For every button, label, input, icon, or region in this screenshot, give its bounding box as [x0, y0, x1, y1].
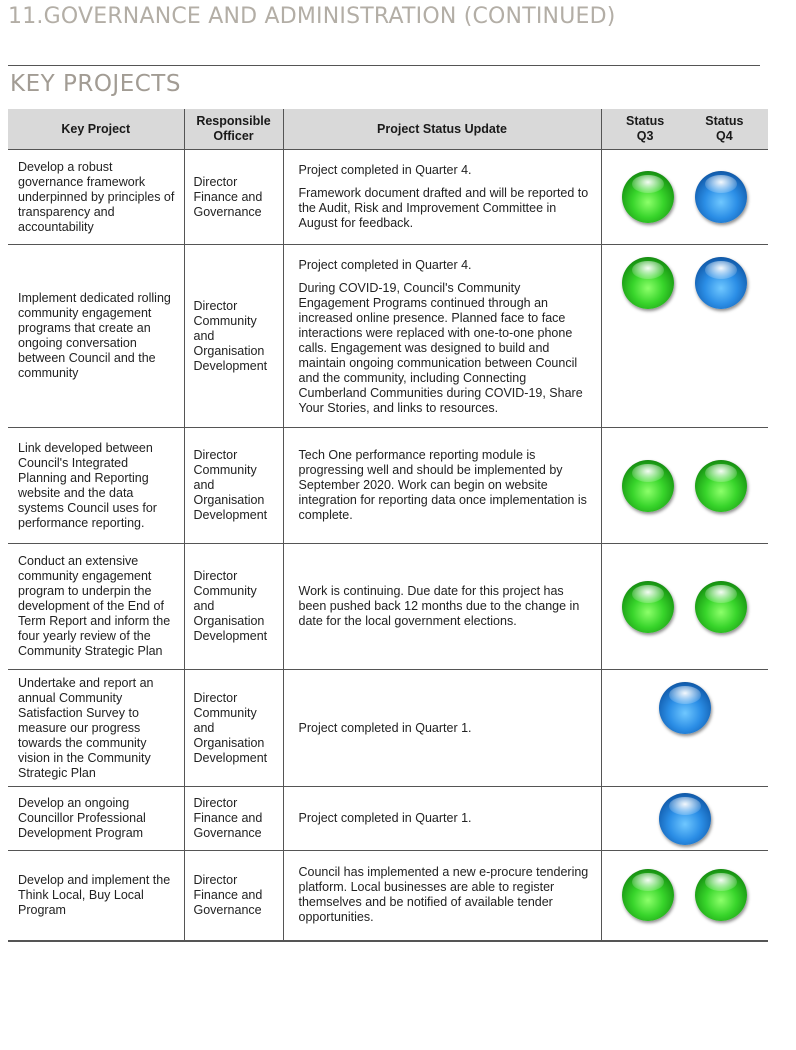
responsible-officer-cell: Director Community and Organisation Development: [184, 544, 283, 670]
status-cell: [601, 544, 768, 670]
status-update-paragraph: Project completed in Quarter 1.: [298, 811, 472, 825]
page-heading: 11.GOVERNANCE AND ADMINISTRATION (CONTINUED): [8, 4, 616, 29]
table-row: [8, 428, 768, 544]
key-project-cell: Implement dedicated rolling community engagement programs that create an ongoing conversation between Council and the community: [8, 245, 184, 428]
status-update-paragraph: Project completed in Quarter 4.: [298, 258, 472, 272]
status-update-paragraph: Project completed in Quarter 1.: [298, 720, 472, 735]
table-row: [8, 150, 768, 245]
table-row: [8, 245, 768, 428]
table-header-row: [8, 109, 768, 150]
heading-divider: [8, 65, 760, 66]
status-q3-green-indicator-icon: [622, 581, 674, 633]
responsible-officer-cell: Director Finance and Governance: [184, 851, 283, 941]
status-q4-blue-indicator-icon: [695, 171, 747, 223]
key-project-cell: Undertake and report an annual Community Satisfaction Survey to measure our progress towards the community vision in the Community Strategic Plan: [8, 670, 184, 787]
status-q3-green-indicator-icon: [622, 257, 674, 309]
key-project-cell: Conduct an extensive community engagement program to underpin the development of the End of Term Report and inform the four yearly review of the Community Strategic Plan: [8, 544, 184, 670]
status-update-paragraph: During COVID-19, Council's Community Engagement Programs continued through an increased online presence. Planned face to face interactions were replaced with one-to-one phone calls. Engagement was designed to build and maintain ongoing communication between Council and the community, including Connecting Cumberland Communities during COVID-19, Share Your Stories, and links to resources.: [298, 281, 583, 415]
status-cell: [601, 787, 768, 851]
status-update-paragraph: Tech One performance reporting module is progressing well and should be implemented by September 2020. Work can begin on website integration for reporting data once implementation is complete.: [298, 448, 587, 522]
section-heading: KEY PROJECTS: [10, 71, 181, 97]
status-q3-blue-indicator-icon: [659, 682, 711, 734]
status-cell: [601, 245, 768, 428]
table-row: [8, 670, 768, 787]
responsible-officer-cell: Director Community and Organisation Development: [184, 428, 283, 544]
status-q4-green-indicator-icon: [695, 581, 747, 633]
status-q3-green-indicator-icon: [622, 171, 674, 223]
responsible-officer-cell: Director Community and Organisation Development: [184, 245, 283, 428]
status-update-cell: [283, 787, 601, 851]
header-status-update: Project Status Update: [283, 109, 601, 150]
table-row: [8, 787, 768, 851]
header-status-q4: Status Q4: [705, 114, 744, 143]
status-update-paragraph: Council has implemented a new e-procure tendering platform. Local businesses are able to register themselves and be notified of available tender opportunities.: [298, 865, 589, 925]
status-cell: [601, 150, 768, 245]
key-project-cell: Develop an ongoing Councillor Professional Development Program: [8, 787, 184, 851]
responsible-officer-cell: Director Community and Organisation Development: [184, 670, 283, 787]
key-project-cell: Link developed between Council's Integrated Planning and Reporting website and the data systems Council uses for performance reporting.: [8, 428, 184, 544]
status-q3-green-indicator-icon: [622, 869, 674, 921]
table-row: [8, 851, 768, 941]
header-responsible-officer: Responsible Officer: [184, 109, 283, 150]
status-update-cell: [283, 544, 601, 670]
responsible-officer-cell: Director Finance and Governance: [184, 150, 283, 245]
status-update-cell: [283, 245, 601, 428]
status-update-cell: [283, 150, 601, 245]
key-projects-table: [8, 109, 768, 942]
status-update-cell: [283, 851, 601, 941]
table-row: [8, 544, 768, 670]
key-project-cell: Develop and implement the Think Local, Buy Local Program: [8, 851, 184, 941]
header-status-q3: Status Q3: [626, 114, 665, 143]
status-cell: [601, 428, 768, 544]
status-q4-blue-indicator-icon: [695, 257, 747, 309]
status-update-cell: [283, 670, 601, 787]
status-q3-green-indicator-icon: [622, 460, 674, 512]
header-status: [601, 109, 768, 150]
status-q4-green-indicator-icon: [695, 869, 747, 921]
status-cell: [601, 670, 768, 787]
status-q3-blue-indicator-icon: [659, 793, 711, 845]
status-cell: [601, 851, 768, 941]
key-project-cell: Develop a robust governance framework underpinned by principles of transparency and accountability: [8, 150, 184, 245]
status-update-cell: [283, 428, 601, 544]
status-update-paragraph: Work is continuing. Due date for this project has been pushed back 12 months due to the change in date for the local government elections.: [298, 584, 580, 628]
header-key-project: Key Project: [8, 109, 184, 150]
status-q4-green-indicator-icon: [695, 460, 747, 512]
responsible-officer-cell: Director Finance and Governance: [184, 787, 283, 851]
status-update-paragraph: Framework document drafted and will be reported to the Audit, Risk and Improvement Committee in August for feedback.: [298, 186, 589, 230]
status-update-paragraph: Project completed in Quarter 4.: [298, 163, 472, 177]
